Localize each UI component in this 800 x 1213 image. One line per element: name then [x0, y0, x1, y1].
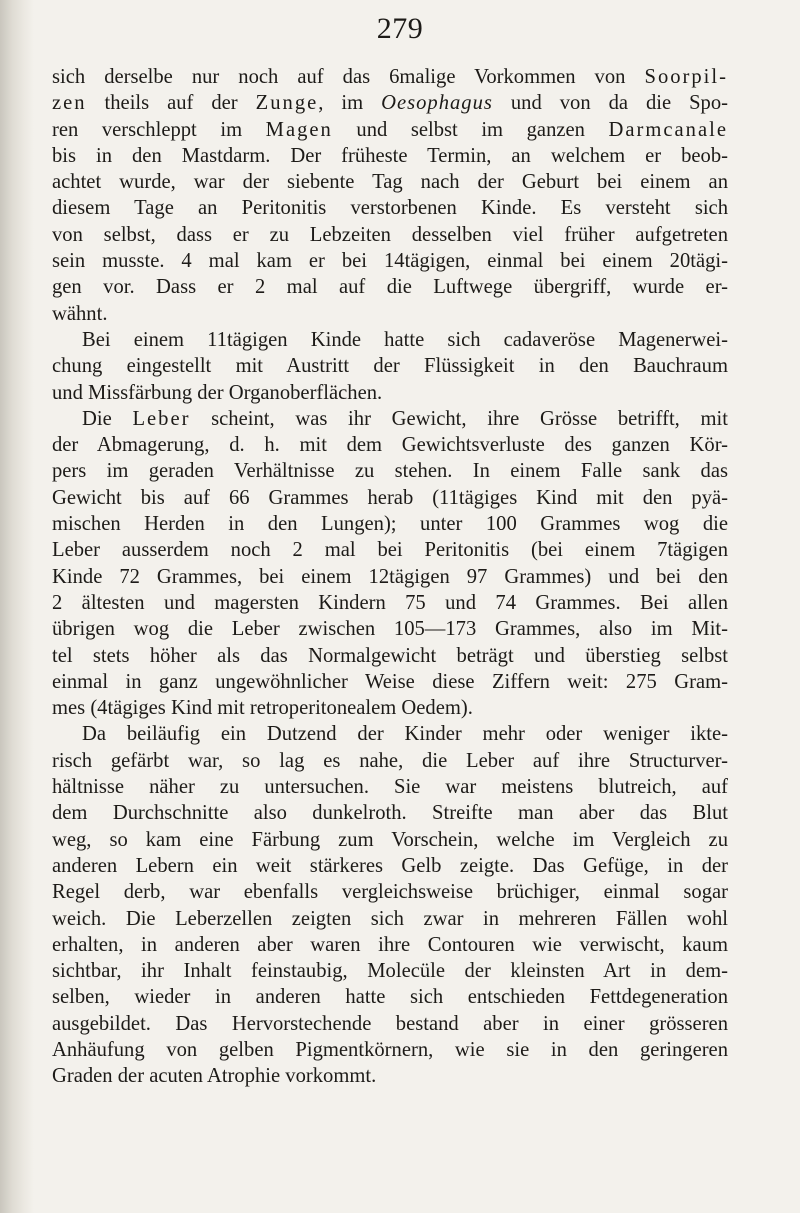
text-line: chung eingestellt mit Austritt der Flüssigkeit in den Bauchraum: [52, 355, 728, 378]
text-line: sein musste. 4 mal kam er bei 14tägigen, einmal bei einem 20tägi-: [52, 250, 728, 273]
text-line: hältnisse näher zu untersuchen. Sie war meistens blutreich, auf: [52, 776, 728, 799]
text-line: erhalten, in anderen aber waren ihre Contouren wie verwischt, kaum: [52, 933, 728, 956]
text-line: bis in den Mastdarm. Der früheste Termin, an welchem er beob-: [52, 144, 728, 167]
spine-shadow: [0, 0, 34, 1213]
text-line: risch gefärbt war, so lag es nahe, die Leber auf ihre Structurver-: [52, 749, 728, 772]
text-line: einmal in ganz ungewöhnlicher Weise diese Ziffern weit: 275 Gram-: [52, 670, 728, 693]
text-line: weich. Die Leberzellen zeigten sich zwar in mehreren Fällen wohl: [52, 907, 728, 930]
spaced-emphasis: Darmcanale: [608, 118, 728, 141]
text-line: gen vor. Dass er 2 mal auf die Luftwege übergriff, wurde er-: [52, 276, 728, 299]
text-line: ren verschleppt im Magen und selbst im ganzen Darmcanale: [52, 118, 728, 141]
text-line: Gewicht bis auf 66 Grammes herab (11tägiges Kind mit den pyä-: [52, 486, 728, 509]
text-line: mes (4tägiges Kind mit retroperitonealem Oedem).: [52, 697, 473, 720]
text-line: Da beiläufig ein Dutzend der Kinder mehr oder weniger ikte-: [82, 723, 728, 746]
text-line: Bei einem 11tägigen Kinde hatte sich cadaveröse Magenerwei-: [82, 328, 728, 351]
body-text: [52, 64, 728, 1090]
paragraph: [52, 721, 728, 1089]
text-line: Anhäufung von gelben Pigmentkörnern, wie sie in den geringeren: [52, 1038, 728, 1061]
text-line: Die Leber scheint, was ihr Gewicht, ihre Grösse betrifft, mit: [82, 407, 728, 430]
spaced-emphasis: zen: [52, 92, 87, 115]
paragraph: [52, 64, 728, 327]
text-line: zen theils auf der Zunge, im Oesophagus und von da die Spo-: [52, 92, 728, 115]
text-line: anderen Lebern ein weit stärkeres Gelb zeigte. Das Gefüge, in der: [52, 854, 728, 877]
text-line: dem Durchschnitte also dunkelroth. Streifte man aber das Blut: [52, 802, 728, 825]
spaced-emphasis: Leber: [132, 407, 191, 430]
text-line: ausgebildet. Das Hervorstechende bestand aber in einer grösseren: [52, 1012, 728, 1035]
text-line: wähnt.: [52, 302, 108, 325]
paragraph: [52, 406, 728, 722]
text-line: mischen Herden in den Lungen); unter 100 Grammes wog die: [52, 513, 728, 536]
paragraph: [52, 327, 728, 406]
spaced-emphasis: Magen: [265, 118, 333, 141]
text-line: achtet wurde, war der siebente Tag nach der Geburt bei einem an: [52, 171, 728, 194]
spaced-emphasis: Zunge: [255, 92, 319, 115]
text-line: 2 ältesten und magersten Kindern 75 und 74 Grammes. Bei allen: [52, 591, 728, 614]
text-line: der Abmagerung, d. h. mit dem Gewichtsverluste des ganzen Kör-: [52, 434, 728, 457]
text-line: übrigen wog die Leber zwischen 105—173 Grammes, also im Mit-: [52, 618, 728, 641]
text-line: diesem Tage an Peritonitis verstorbenen Kinde. Es versteht sich: [52, 197, 728, 220]
text-line: sich derselbe nur noch auf das 6malige Vorkommen von Soorpil-: [52, 66, 728, 88]
text-line: und Missfärbung der Organoberflächen.: [52, 381, 383, 404]
text-line: von selbst, dass er zu Lebzeiten desselben viel früher aufgetreten: [52, 223, 728, 246]
text-line: Kinde 72 Grammes, bei einem 12tägigen 97 Grammes) und bei den: [52, 565, 728, 588]
text-line: pers im geraden Verhältnisse zu stehen. In einem Falle sank das: [52, 460, 728, 483]
page-number: 279: [376, 12, 424, 45]
text-line: Regel derb, war ebenfalls vergleichsweise brüchiger, einmal sogar: [52, 881, 728, 904]
text-line: weg, so kam eine Färbung zum Vorschein, welche im Vergleich zu: [52, 828, 728, 851]
text-line: Leber ausserdem noch 2 mal bei Peritonitis (bei einem 7tägigen: [52, 539, 728, 562]
italic-emphasis: Oesophagus: [381, 92, 493, 115]
text-line: Graden der acuten Atrophie vorkommt.: [52, 1065, 377, 1088]
text-line: tel stets höher als das Normalgewicht beträgt und überstieg selbst: [52, 644, 728, 667]
text-line: sichtbar, ihr Inhalt feinstaubig, Molecüle der kleinsten Art in dem-: [52, 960, 728, 983]
spaced-emphasis: Soorpil-: [644, 66, 728, 88]
text-line: selben, wieder in anderen hatte sich entschieden Fettdegeneration: [52, 986, 728, 1009]
